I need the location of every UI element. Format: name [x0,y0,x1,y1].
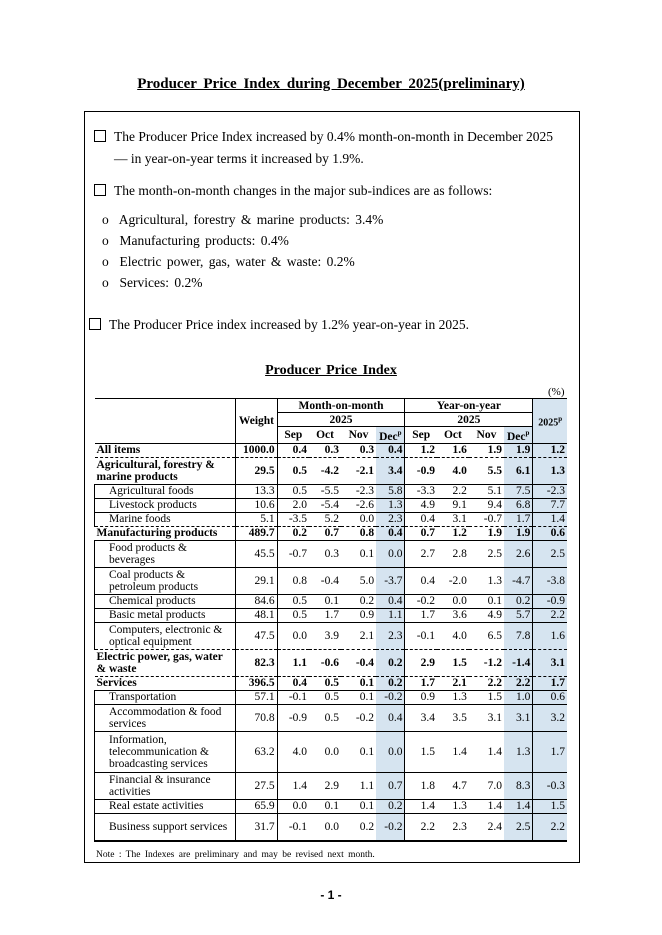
mom-cell: -2.6 [341,498,376,512]
annual-cell: 1.4 [533,512,567,526]
annual-note: The Producer Price index increased by 1.2% year-on-year in 2025. [109,317,469,332]
mom-cell: 1.1 [277,649,309,676]
yoy-cell: 5.7 [504,608,533,622]
mom-year-header: 2025 [277,413,405,427]
mom-cell: -0.4 [341,649,376,676]
mom-cell: 0.5 [309,676,341,690]
yoy-cell: 9.4 [469,498,504,512]
weight-cell: 57.1 [236,690,277,704]
yoy-cell: 3.4 [405,704,437,731]
yoy-cell: 1.5 [405,731,437,772]
yoy-cell: 4.9 [405,498,437,512]
bullet-item [102,233,289,249]
row-label: Transportation [95,690,236,704]
yoy-cell: 1.4 [504,799,533,813]
mom-cell: 0.2 [376,676,405,690]
mom-cell: -2.1 [341,457,376,484]
table-row [95,622,568,649]
annual-cell: -0.3 [533,772,567,799]
table-row [95,526,568,540]
mom-cell: 2.0 [277,498,309,512]
table-row [95,443,568,457]
annual-cell: -3.8 [533,567,567,594]
table-row [95,799,568,813]
yoy-year-header: 2025 [405,413,533,427]
weight-cell: 31.7 [236,813,277,841]
row-label: Agricultural foods [95,484,236,498]
yoy-cell: 1.4 [469,731,504,772]
annual-cell: 1.6 [533,622,567,649]
weight-cell: 489.7 [236,526,277,540]
mom-cell: 5.2 [309,512,341,526]
summary-paragraph-1 [94,126,572,170]
summary-paragraph-2 [94,180,492,202]
mom-cell: -0.1 [277,813,309,841]
mom-cell: 2.3 [376,512,405,526]
table-row [95,540,568,567]
mom-cell: 1.3 [376,498,405,512]
mom-cell: -3.7 [376,567,405,594]
yoy-cell: 0.1 [469,594,504,608]
mom-cell: 0.4 [376,594,405,608]
mom-cell: 0.4 [277,676,309,690]
row-label: Accommodation & food services [95,704,236,731]
row-label: Food products & beverages [95,540,236,567]
yoy-cell: 0.7 [405,526,437,540]
mom-cell: -0.1 [277,690,309,704]
mom-cell: 0.5 [277,484,309,498]
yoy-cell: -0.2 [405,594,437,608]
checkbox-square-icon [89,318,101,330]
yoy-cell: 1.9 [504,443,533,457]
mom-cell: 0.2 [277,526,309,540]
month-header-dec: Dec$^p$ [504,427,533,444]
mom-cell: 2.1 [341,622,376,649]
mom-cell: 0.0 [277,622,309,649]
bullet-item [102,275,202,291]
weight-cell: 396.5 [236,676,277,690]
table-row [95,813,568,841]
mom-cell: 0.3 [309,540,341,567]
month-header-sep: Sep [405,427,437,444]
weight-cell: 29.1 [236,567,277,594]
yoy-cell: 0.4 [405,567,437,594]
mom-cell: 4.0 [277,731,309,772]
mom-cell: 0.2 [341,594,376,608]
bullet-text: Manufacturing products: 0.4% [119,233,289,248]
yoy-cell: -1.4 [504,649,533,676]
row-label: Real estate activities [95,799,236,813]
yoy-cell: 2.5 [469,540,504,567]
yoy-cell: 2.1 [437,676,469,690]
page-number: - 1 - [320,888,342,902]
row-label: Manufacturing products [95,526,236,540]
mom-cell: 0.5 [277,457,309,484]
yoy-cell: 6.8 [504,498,533,512]
yoy-cell: 2.2 [405,813,437,841]
mom-cell: 1.7 [309,608,341,622]
ppi-table [94,398,567,842]
yoy-cell: 6.1 [504,457,533,484]
yoy-cell: 7.8 [504,622,533,649]
yoy-cell: 7.5 [504,484,533,498]
bullet-marker: o [102,254,109,269]
checkbox-square-icon [94,130,106,142]
yoy-cell: 5.5 [469,457,504,484]
yoy-cell: 5.1 [469,484,504,498]
weight-cell: 10.6 [236,498,277,512]
yoy-cell: -2.0 [437,567,469,594]
annual-cell: 2.2 [533,813,567,841]
yoy-cell: 3.1 [469,704,504,731]
yoy-cell: 0.9 [405,690,437,704]
yoy-cell: 2.4 [469,813,504,841]
yoy-cell: 1.5 [437,649,469,676]
annual-cell: 0.6 [533,690,567,704]
weight-cell: 84.6 [236,594,277,608]
table-title: Producer Price Index [265,363,397,378]
mom-cell: -0.2 [341,704,376,731]
mom-cell: 0.0 [309,813,341,841]
annual-cell: 1.3 [533,457,567,484]
mom-cell: 0.1 [341,540,376,567]
bullet-marker: o [102,275,109,290]
mom-cell: -5.4 [309,498,341,512]
mom-cell: 0.2 [341,813,376,841]
table-row [95,498,568,512]
row-label: Basic metal products [95,608,236,622]
yoy-cell: 4.9 [469,608,504,622]
mom-cell: 1.4 [277,772,309,799]
mom-cell: 3.4 [376,457,405,484]
yoy-cell: 1.3 [437,690,469,704]
mom-cell: 0.7 [309,526,341,540]
mom-cell: -5.5 [309,484,341,498]
row-label: Financial & insurance activities [95,772,236,799]
weight-cell: 13.3 [236,484,277,498]
mom-cell: 0.0 [277,799,309,813]
table-row [95,676,568,690]
mom-header: Month-on-month [277,399,405,413]
yoy-cell: -3.3 [405,484,437,498]
mom-cell: 0.4 [376,704,405,731]
weight-cell: 29.5 [236,457,277,484]
weight-cell: 82.3 [236,649,277,676]
yoy-cell: 1.9 [469,526,504,540]
mom-cell: 0.4 [277,443,309,457]
annual-header: 2025$^p$ [533,399,567,444]
weight-cell: 27.5 [236,772,277,799]
annual-cell: 3.1 [533,649,567,676]
mom-cell: 2.9 [309,772,341,799]
summary-1-line1: The Producer Price Index increased by 0.4% month-on-month in December 2025 [114,129,553,144]
mom-cell: 0.5 [309,704,341,731]
month-header-oct: Oct [316,428,334,441]
checkbox-square-icon [94,184,106,196]
bullet-item [102,254,355,270]
yoy-cell: 2.2 [469,676,504,690]
mom-cell: 0.8 [341,526,376,540]
yoy-cell: 0.2 [504,594,533,608]
month-header-nov: Nov [348,428,369,441]
mom-cell: 2.3 [376,622,405,649]
yoy-cell: 1.0 [504,690,533,704]
yoy-cell: 9.1 [437,498,469,512]
table-row [95,704,568,731]
annual-cell: 1.7 [533,731,567,772]
yoy-cell: 0.0 [437,594,469,608]
yoy-cell: -0.7 [469,512,504,526]
yoy-cell: 1.4 [469,799,504,813]
bullet-text: Services: 0.2% [119,275,203,290]
yoy-cell: 4.0 [437,622,469,649]
bullet-marker: o [102,233,109,248]
yoy-cell: 2.6 [504,540,533,567]
mom-cell: 3.9 [309,622,341,649]
month-header-nov: Nov [476,428,497,441]
annual-paragraph [89,314,469,336]
table-row [95,649,568,676]
yoy-cell: 3.1 [437,512,469,526]
mom-cell: 0.1 [309,594,341,608]
document-title: Producer Price Index during December 2025(preliminary) [137,76,525,92]
yoy-cell: 1.3 [504,731,533,772]
weight-header: Weight [236,399,277,444]
row-label: Electric power, gas, water & waste [95,649,236,676]
bullet-item [102,212,383,228]
yoy-cell: 3.5 [437,704,469,731]
weight-cell: 47.5 [236,622,277,649]
month-header-sep: Sep [284,428,303,441]
month-header-oct: Oct [443,428,462,441]
mom-cell: 0.5 [277,594,309,608]
yoy-cell: -1.2 [469,649,504,676]
yoy-cell: 1.4 [405,799,437,813]
table-row [95,608,568,622]
row-label: Information, telecommunication & broadcasting services [95,731,236,772]
mom-cell: -0.4 [309,567,341,594]
mom-cell: 0.0 [309,731,341,772]
mom-cell: 0.9 [341,608,376,622]
row-label: Business support services [95,813,236,841]
yoy-cell: 1.4 [437,731,469,772]
yoy-cell: 3.1 [504,704,533,731]
yoy-cell: 1.2 [405,443,437,457]
table-row [95,512,568,526]
weight-cell: 45.5 [236,540,277,567]
annual-cell: -2.3 [533,484,567,498]
annual-cell: 2.2 [533,608,567,622]
table-note: Note : The Indexes are preliminary and may be revised next month. [96,850,375,860]
mom-cell: 0.1 [341,731,376,772]
mom-cell: -0.9 [277,704,309,731]
mom-cell: -0.7 [277,540,309,567]
table-row [95,772,568,799]
annual-cell: 3.2 [533,704,567,731]
mom-cell: 0.5 [277,608,309,622]
yoy-cell: 2.8 [437,540,469,567]
yoy-cell: 1.3 [437,799,469,813]
mom-cell: 1.1 [376,608,405,622]
mom-cell: 5.8 [376,484,405,498]
weight-cell: 48.1 [236,608,277,622]
yoy-cell: -4.7 [504,567,533,594]
yoy-cell: 2.2 [504,676,533,690]
yoy-cell: 1.7 [405,676,437,690]
yoy-cell: 2.9 [405,649,437,676]
yoy-cell: 2.7 [405,540,437,567]
yoy-cell: 1.9 [469,443,504,457]
bullet-marker: o [102,212,109,227]
mom-cell: 0.5 [309,690,341,704]
summary-1-line2: — in year-on-year terms it increased by 1.9%. [114,151,364,166]
mom-cell: 0.1 [341,690,376,704]
annual-cell: 2.5 [533,540,567,567]
mom-cell: 0.0 [376,731,405,772]
summary-2-line1: The month-on-month changes in the major sub-indices are as follows: [114,183,493,198]
yoy-cell: 3.6 [437,608,469,622]
yoy-cell: 1.6 [437,443,469,457]
mom-cell: 0.4 [376,526,405,540]
mom-cell: 5.0 [341,567,376,594]
weight-cell: 70.8 [236,704,277,731]
mom-cell: 0.3 [309,443,341,457]
row-label: Computers, electronic & optical equipment [95,622,236,649]
mom-cell: 0.2 [376,799,405,813]
mom-cell: 0.0 [376,540,405,567]
yoy-cell: 0.4 [405,512,437,526]
row-label: Marine foods [95,512,236,526]
annual-cell: 1.2 [533,443,567,457]
yoy-cell: 8.3 [504,772,533,799]
yoy-cell: 1.8 [405,772,437,799]
annual-cell: 0.6 [533,526,567,540]
month-header-dec: Dec$^p$ [376,427,405,444]
yoy-cell: 1.5 [469,690,504,704]
mom-cell: -4.2 [309,457,341,484]
yoy-cell: -0.1 [405,622,437,649]
table-row [95,594,568,608]
mom-cell: -2.3 [341,484,376,498]
annual-cell: -0.9 [533,594,567,608]
mom-cell: 0.3 [341,443,376,457]
mom-cell: 0.2 [376,649,405,676]
yoy-cell: 1.3 [469,567,504,594]
row-label: Chemical products [95,594,236,608]
mom-cell: 0.1 [309,799,341,813]
mom-cell: -3.5 [277,512,309,526]
row-label: Coal products & petroleum products [95,567,236,594]
bullet-text: Electric power, gas, water & waste: 0.2% [119,254,355,269]
bullet-text: Agricultural, forestry & marine products: 3.4% [118,212,384,227]
yoy-cell: 2.5 [504,813,533,841]
table-row [95,457,568,484]
yoy-cell: 1.7 [504,512,533,526]
label-header [95,399,236,444]
unit-label: (%) [548,386,565,398]
yoy-cell: 6.5 [469,622,504,649]
mom-cell: 0.4 [376,443,405,457]
mom-cell: -0.2 [376,813,405,841]
yoy-cell: 4.0 [437,457,469,484]
yoy-cell: 2.2 [437,484,469,498]
mom-cell: 0.1 [341,676,376,690]
table-row [95,731,568,772]
weight-cell: 65.9 [236,799,277,813]
mom-cell: 0.7 [376,772,405,799]
table-row [95,567,568,594]
weight-cell: 63.2 [236,731,277,772]
mom-cell: 0.0 [341,512,376,526]
weight-cell: 1000.0 [236,443,277,457]
mom-cell: -0.2 [376,690,405,704]
mom-cell: 1.1 [341,772,376,799]
row-label: Livestock products [95,498,236,512]
table-row [95,690,568,704]
yoy-cell: -0.9 [405,457,437,484]
annual-cell: 1.5 [533,799,567,813]
table-row [95,484,568,498]
yoy-cell: 1.7 [405,608,437,622]
mom-cell: -0.6 [309,649,341,676]
yoy-cell: 1.2 [437,526,469,540]
annual-cell: 7.7 [533,498,567,512]
annual-cell: 1.7 [533,676,567,690]
yoy-cell: 7.0 [469,772,504,799]
row-label: Services [95,676,236,690]
yoy-cell: 2.3 [437,813,469,841]
yoy-cell: 1.9 [504,526,533,540]
weight-cell: 5.1 [236,512,277,526]
row-label: Agricultural, forestry & marine products [95,457,236,484]
yoy-header: Year-on-year [405,399,533,413]
mom-cell: 0.1 [341,799,376,813]
mom-cell: 0.8 [277,567,309,594]
row-label: All items [95,443,236,457]
yoy-cell: 4.7 [437,772,469,799]
